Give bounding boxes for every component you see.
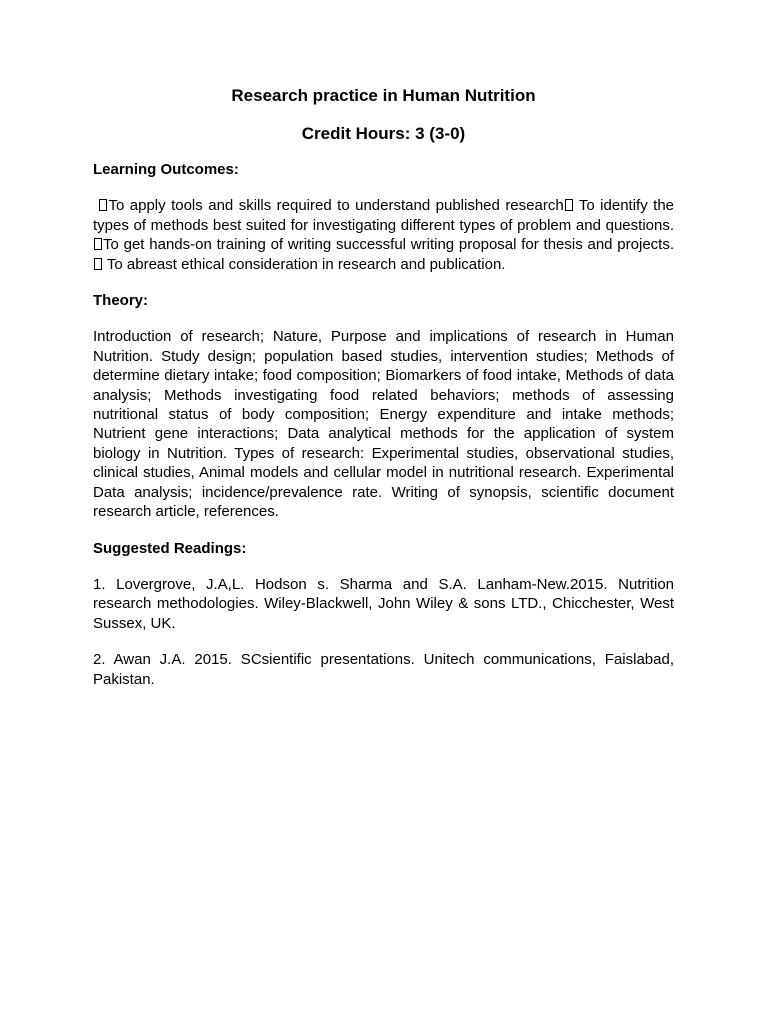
suggested-readings-heading: Suggested Readings: xyxy=(93,539,247,557)
credit-hours: Credit Hours: 3 (3-0) xyxy=(301,124,466,143)
learning-outcome-item: To abreast ethical consideration in research and publication. xyxy=(103,255,506,273)
bullet-glyph-icon xyxy=(99,199,107,211)
reading-item: 1. Lovergrove, J.A,L. Hodson s. Sharma and S.A. Lanham-New.2015. Nutrition research methodologies. Wiley-Blackwell, John Wiley & sons LTD., Chicchester, West Sussex, UK. xyxy=(93,575,674,632)
document-title: Research practice in Human Nutrition xyxy=(231,86,536,105)
learning-outcomes-heading: Learning Outcomes: xyxy=(93,161,239,178)
learning-outcomes-paragraph xyxy=(93,196,674,274)
theory-paragraph: Introduction of research; Nature, Purpose and implications of research in Human Nutrition. Study design; population based studies, intervention studies; Methods of determine dietary intake; food composition; Biomarkers of food intake, Methods of data analysis; Methods investigating food related behaviors; methods of assessing nutritional status of body composition; Energy expenditure and intake methods; Nutrient gene interactions; Data analytical methods for the application of system biology in Nutrition. Types of research: Experimental studies, observational studies, clinical studies, Animal models and cellular model in nutritional research. Experimental Data analysis; incidence/prevalence rate. Writing of synopsis, scientific document research article, references. xyxy=(93,328,674,521)
bullet-glyph-icon xyxy=(94,258,102,270)
learning-outcome-item: To identify the types of methods best suited for investigating different types of problem and questions. xyxy=(93,197,675,234)
document-page xyxy=(93,86,674,689)
bullet-glyph-icon xyxy=(94,238,102,250)
reading-item: 2. Awan J.A. 2015. SCsientific presentations. Unitech communications, Faislabad, Pakistan. xyxy=(93,651,674,688)
theory-heading: Theory: xyxy=(93,292,149,310)
bullet-glyph-icon xyxy=(565,199,573,211)
learning-outcome-item: To apply tools and skills required to understand published research xyxy=(108,197,564,215)
learning-outcome-item: To get hands-on training of writing successful writing proposal for thesis and projects. xyxy=(103,236,674,254)
